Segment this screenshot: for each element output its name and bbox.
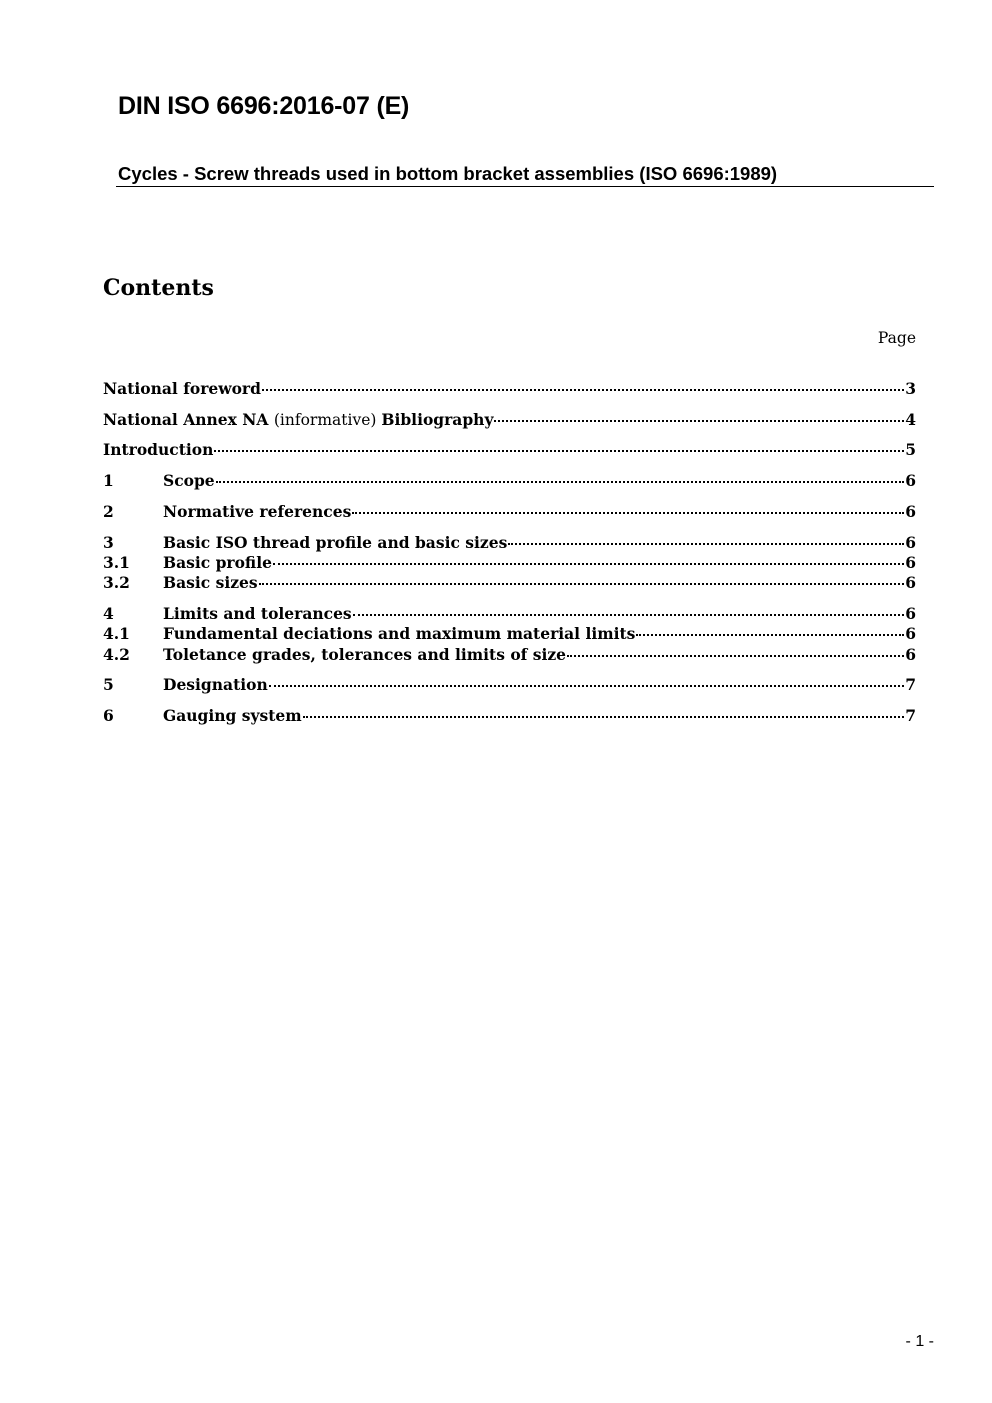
toc-entry-scope[interactable] bbox=[103, 471, 916, 491]
contents-heading: Contents bbox=[103, 275, 214, 301]
toc-dot-leader bbox=[508, 543, 904, 545]
toc-entry-designation[interactable] bbox=[103, 675, 916, 695]
toc-entry-number: 3.1 bbox=[103, 553, 130, 572]
toc-entry-page: 6 bbox=[905, 553, 916, 572]
toc-entry-fundamental-deviations[interactable] bbox=[103, 624, 916, 644]
toc-dot-leader bbox=[269, 685, 904, 687]
toc-entry-label: National foreword bbox=[103, 379, 261, 398]
toc-entry-page: 6 bbox=[905, 645, 916, 664]
toc-entry-number: 4.2 bbox=[103, 645, 130, 664]
toc-entry-page: 4 bbox=[905, 410, 916, 429]
toc-entry-gauging-system[interactable] bbox=[103, 706, 916, 726]
toc-entry-page: 6 bbox=[905, 471, 916, 490]
toc-entry-tolerance-grades[interactable] bbox=[103, 645, 916, 665]
toc-dot-leader bbox=[216, 481, 905, 483]
toc-dot-leader bbox=[353, 614, 905, 616]
toc-dot-leader bbox=[259, 583, 905, 585]
toc-dot-leader bbox=[567, 655, 904, 657]
toc-entry-label: Introduction bbox=[103, 440, 214, 459]
toc-entry-basic-sizes[interactable] bbox=[103, 573, 916, 593]
toc-entry-label bbox=[103, 410, 493, 429]
toc-label-part: Bibliography bbox=[381, 410, 494, 429]
toc-entry-page: 6 bbox=[905, 573, 916, 592]
toc-entry-page: 7 bbox=[905, 706, 916, 725]
toc-entry-label: Basic sizes bbox=[163, 573, 258, 592]
document-title: DIN ISO 6696:2016-07 (E) bbox=[118, 92, 410, 120]
toc-entry-number: 2 bbox=[103, 502, 114, 521]
toc-entry-label: Designation bbox=[163, 675, 268, 694]
toc-dot-leader bbox=[303, 716, 905, 718]
page-number: - 1 - bbox=[905, 1333, 934, 1350]
toc-entry-label: Toletance grades, tolerances and limits of size bbox=[163, 645, 566, 664]
toc-entry-number: 1 bbox=[103, 471, 114, 490]
toc-entry-number: 6 bbox=[103, 706, 114, 725]
toc-entry-introduction[interactable] bbox=[103, 440, 916, 460]
toc-entry-number: 4.1 bbox=[103, 624, 130, 643]
toc-entry-label: Normative references bbox=[163, 502, 352, 521]
toc-dot-leader bbox=[494, 420, 904, 422]
toc-entry-page: 6 bbox=[905, 502, 916, 521]
toc-entry-number: 3 bbox=[103, 533, 114, 552]
toc-entry-basic-iso-thread[interactable] bbox=[103, 533, 916, 553]
toc-entry-page: 5 bbox=[905, 440, 916, 459]
toc-entry-basic-profile[interactable] bbox=[103, 553, 916, 573]
toc-dot-leader bbox=[352, 512, 904, 514]
toc-entry-page: 7 bbox=[905, 675, 916, 694]
toc-entry-national-annex[interactable] bbox=[103, 410, 916, 430]
toc-entry-normative-references[interactable] bbox=[103, 502, 916, 522]
toc-entry-page: 6 bbox=[905, 624, 916, 643]
toc-entry-page: 6 bbox=[905, 533, 916, 552]
toc-dot-leader bbox=[273, 563, 904, 565]
toc-entry-label: Basic ISO thread profile and basic sizes bbox=[163, 533, 508, 552]
toc-entry-page: 6 bbox=[905, 604, 916, 623]
toc-dot-leader bbox=[262, 389, 904, 391]
toc-dot-leader bbox=[214, 450, 904, 452]
toc-dot-leader bbox=[636, 634, 904, 636]
page-column-label: Page bbox=[877, 329, 916, 347]
toc-entry-national-foreword[interactable] bbox=[103, 379, 916, 399]
toc-entry-label: Scope bbox=[163, 471, 215, 490]
toc-entry-number: 4 bbox=[103, 604, 114, 623]
toc-entry-label: Gauging system bbox=[163, 706, 302, 725]
toc-entry-label: Limits and tolerances bbox=[163, 604, 352, 623]
subtitle-rule bbox=[116, 186, 934, 187]
toc-entry-label: Fundamental deciations and maximum material limits bbox=[163, 624, 636, 643]
document-subtitle: Cycles - Screw threads used in bottom bracket assemblies (ISO 6696:1989) bbox=[118, 163, 778, 184]
toc-entry-label: Basic profile bbox=[163, 553, 272, 572]
toc-entry-page: 3 bbox=[905, 379, 916, 398]
toc-label-part: (informative) bbox=[273, 411, 382, 429]
toc-entry-number: 3.2 bbox=[103, 573, 130, 592]
toc-entry-number: 5 bbox=[103, 675, 114, 694]
toc-label-part: National Annex NA bbox=[103, 410, 274, 429]
toc-entry-limits-tolerances[interactable] bbox=[103, 604, 916, 624]
